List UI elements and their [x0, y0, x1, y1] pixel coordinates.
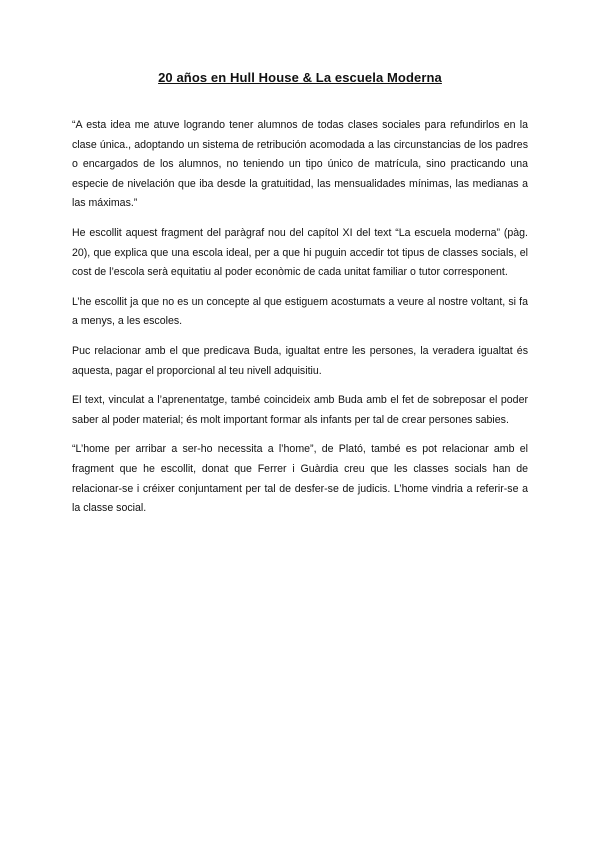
paragraph-reason: L’he escollit ja que no es un concepte al que estiguem acostumats a veure al nostre voltant, si fa a menys, a les escoles.	[72, 295, 528, 328]
quote-paragraph: “A esta idea me atuve logrando tener alumnos de todas clases sociales para refundirlos en la clase única., adoptando un sistema de retribución acomodada a las circunstancias de los padres o encargados de los alumnos, no teniendo un tipo único de matrícula, sino practicando una especie de nivelación que iba desde la gratuitidad, las mensualidades mínimas, las medianas a las máximas.”	[72, 119, 528, 210]
document-title: 20 años en Hull House & La escuela Moderna	[158, 70, 442, 85]
paragraph-explanation: He escollit aquest fragment del paràgraf nou del capítol XI del text “La escuela moderna” (pàg. 20), que explica que una escola ideal, per a que hi puguin accedir tot tipus de classes socials, el cost de l’escola serà equitatiu al poder econòmic de cada unitat familiar o tutor corresponent.	[72, 226, 528, 279]
paragraph-buda: Puc relacionar amb el que predicava Buda, igualtat entre les persones, la veradera igualtat és aquesta, pagar el proporcional al teu nivell adquisitiu.	[72, 344, 528, 377]
paragraph-plato: “L’home per arribar a ser-ho necessita a l’home”, de Plató, també es pot relacionar amb el fragment que he escollit, donat que Ferrer i Guàrdia creu que les classes socials han de relacionar-se i créixer conjuntament per tal de desfer-se de judicis. L’home vindria a referir-se a la classe social.	[72, 443, 528, 515]
paragraph-learning: El text, vinculat a l’aprenentatge, també coincideix amb Buda amb el fet de sobreposar el poder saber al poder material; és molt important formar als infants per tal de crear persones sabies.	[72, 394, 528, 426]
